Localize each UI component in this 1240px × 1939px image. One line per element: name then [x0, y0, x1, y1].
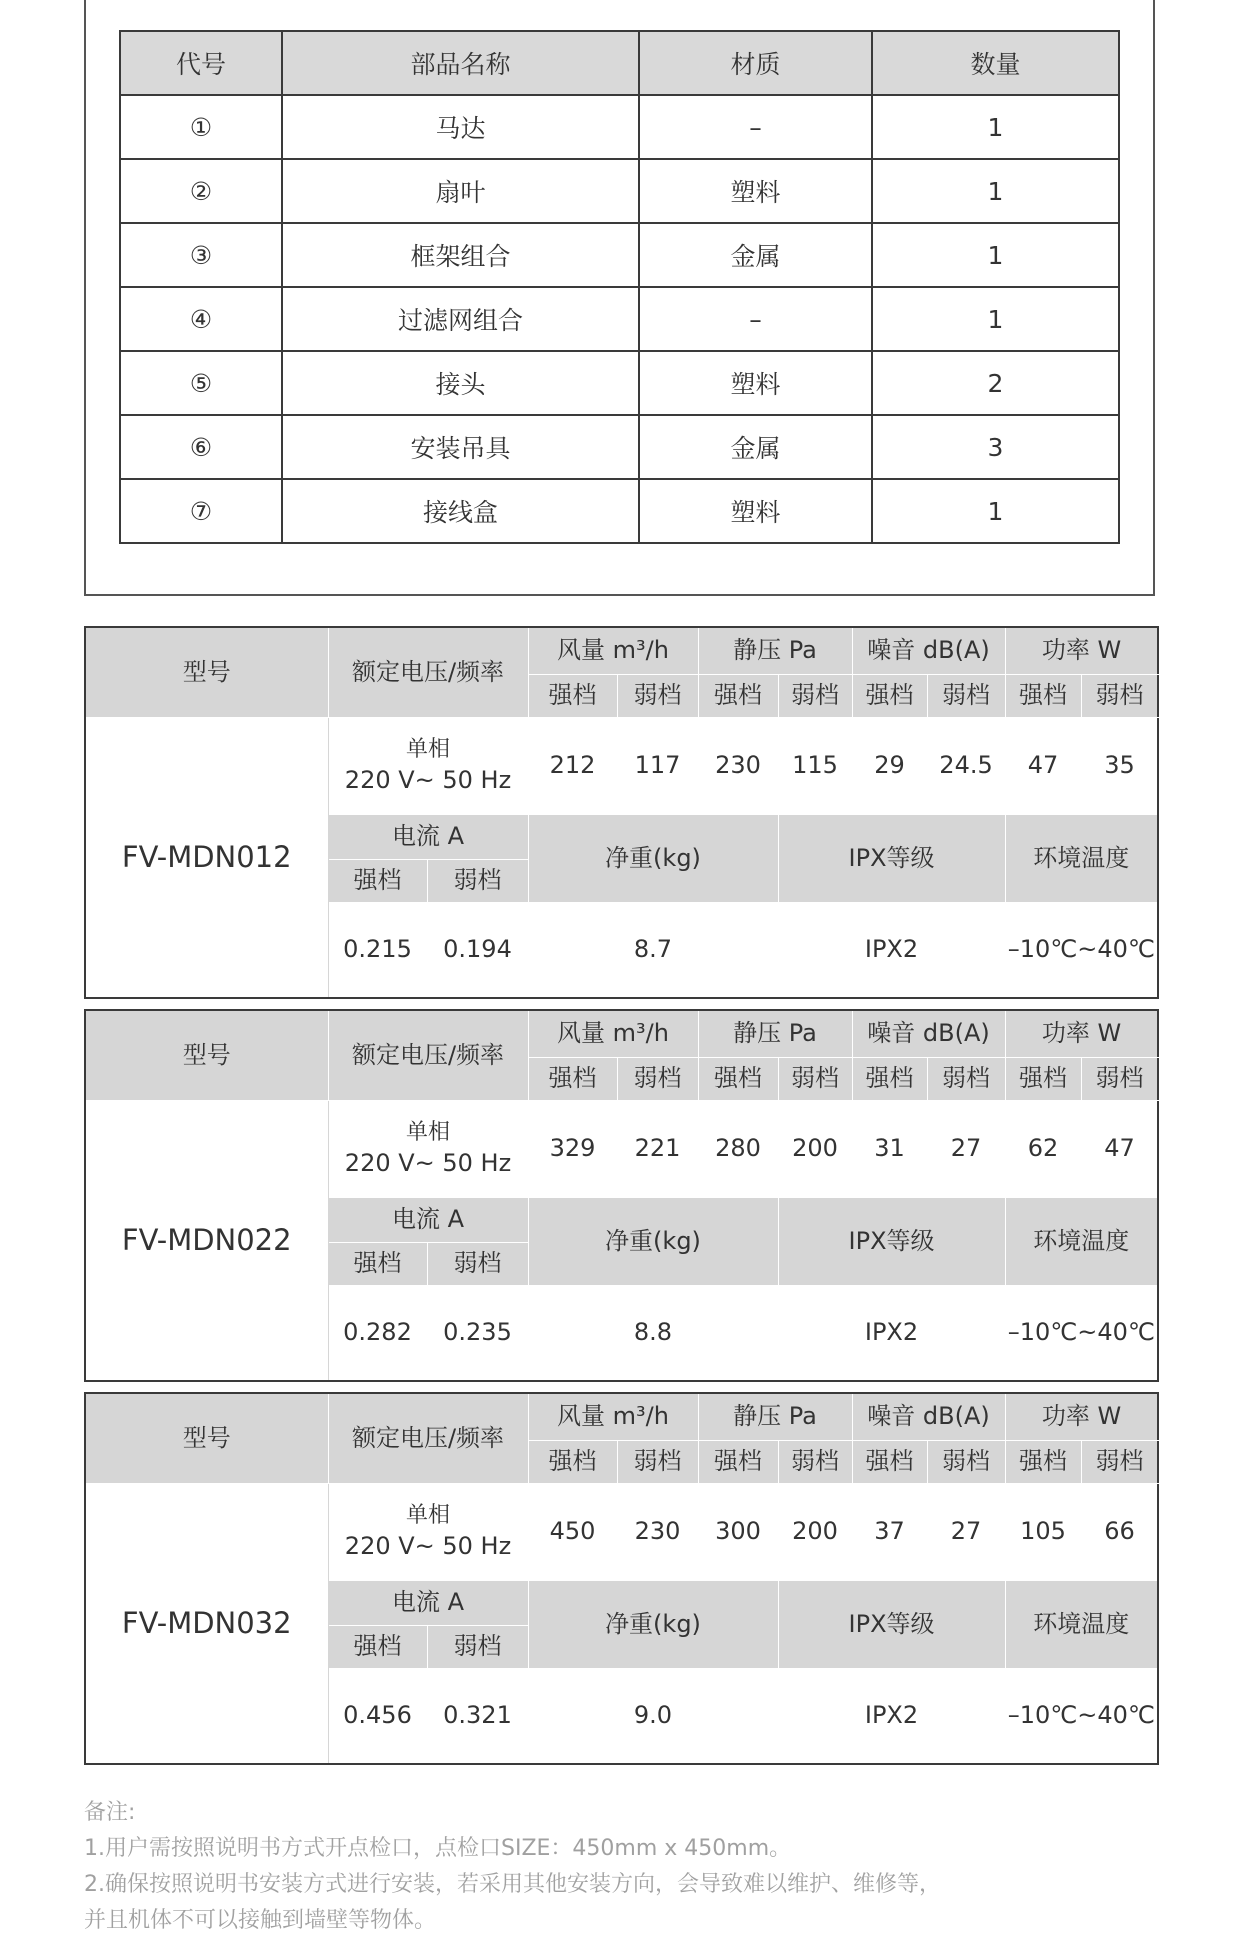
power-strong: 105 [1005, 1484, 1081, 1581]
label-strong: 强档 [328, 1243, 427, 1286]
label-weak: 弱档 [617, 675, 698, 718]
label-strong: 强档 [528, 675, 617, 718]
weight-value: 8.7 [528, 903, 778, 999]
part-name: 马达 [282, 95, 639, 159]
part-material: 金属 [639, 223, 872, 287]
part-name: 接头 [282, 351, 639, 415]
label-ipx: IPX等级 [778, 1581, 1005, 1669]
phase-label: 单相 [405, 737, 450, 763]
spec-table-fv-mdn012 [84, 626, 1159, 999]
part-material: – [639, 95, 872, 159]
part-code: ⑦ [120, 479, 282, 543]
voltage-cell [328, 1484, 528, 1581]
label-temp: 环境温度 [1005, 1198, 1158, 1286]
label-weak: 弱档 [778, 1058, 852, 1101]
table-row [120, 351, 1119, 415]
airflow-weak: 117 [617, 718, 698, 815]
label-weak: 弱档 [927, 1058, 1005, 1101]
part-material: 塑料 [639, 351, 872, 415]
pressure-weak: 200 [778, 1101, 852, 1198]
label-temp: 环境温度 [1005, 1581, 1158, 1669]
label-current: 电流 A [328, 815, 528, 860]
pressure-strong: 230 [698, 718, 778, 815]
ipx-value: IPX2 [778, 903, 1005, 999]
pressure-strong: 300 [698, 1484, 778, 1581]
label-temp: 环境温度 [1005, 815, 1158, 903]
temp-value: –10℃~40℃ [1005, 903, 1158, 999]
part-material: 塑料 [639, 479, 872, 543]
part-code: ① [120, 95, 282, 159]
pressure-weak: 115 [778, 718, 852, 815]
label-strong: 强档 [852, 675, 927, 718]
header-code: 代号 [120, 31, 282, 95]
label-strong: 强档 [1005, 1058, 1081, 1101]
header-material: 材质 [639, 31, 872, 95]
label-ipx: IPX等级 [778, 1198, 1005, 1286]
part-material: 金属 [639, 415, 872, 479]
pressure-weak: 200 [778, 1484, 852, 1581]
weight-value: 8.8 [528, 1286, 778, 1382]
spec-table-fv-mdn032 [84, 1392, 1159, 1765]
airflow-strong: 212 [528, 718, 617, 815]
table-row [120, 159, 1119, 223]
ipx-value: IPX2 [778, 1669, 1005, 1765]
table-row [120, 287, 1119, 351]
power-weak: 47 [1081, 1101, 1158, 1198]
label-weak: 弱档 [427, 860, 528, 903]
notes-title: 备注: [84, 1800, 136, 1825]
noise-strong: 37 [852, 1484, 927, 1581]
label-strong: 强档 [852, 1058, 927, 1101]
part-name: 过滤网组合 [282, 287, 639, 351]
label-strong: 强档 [1005, 675, 1081, 718]
label-power: 功率 W [1005, 1010, 1158, 1058]
label-current: 电流 A [328, 1198, 528, 1243]
notes [84, 1795, 1184, 1939]
power-strong: 47 [1005, 718, 1081, 815]
weight-value: 9.0 [528, 1669, 778, 1765]
power-weak: 35 [1081, 718, 1158, 815]
current-weak: 0.235 [427, 1286, 528, 1382]
part-qty: 1 [872, 287, 1119, 351]
voltage-value: 220 V~ 50 Hz [344, 765, 512, 794]
power-strong: 62 [1005, 1101, 1081, 1198]
table-row [120, 479, 1119, 543]
part-name: 扇叶 [282, 159, 639, 223]
voltage-cell [328, 1101, 528, 1198]
temp-value: –10℃~40℃ [1005, 1669, 1158, 1765]
model-name: FV-MDN032 [85, 1484, 328, 1765]
airflow-strong: 329 [528, 1101, 617, 1198]
label-weak: 弱档 [617, 1441, 698, 1484]
pressure-strong: 280 [698, 1101, 778, 1198]
noise-strong: 29 [852, 718, 927, 815]
table-row [120, 223, 1119, 287]
part-qty: 1 [872, 159, 1119, 223]
label-strong: 强档 [528, 1058, 617, 1101]
part-code: ⑥ [120, 415, 282, 479]
header-qty: 数量 [872, 31, 1119, 95]
airflow-weak: 230 [617, 1484, 698, 1581]
label-strong: 强档 [528, 1441, 617, 1484]
label-airflow: 风量 m³/h [528, 1393, 698, 1441]
table-row [120, 95, 1119, 159]
label-strong: 强档 [328, 860, 427, 903]
label-noise: 噪音 dB(A) [852, 627, 1005, 675]
part-qty: 3 [872, 415, 1119, 479]
phase-label: 单相 [405, 1120, 450, 1146]
voltage-cell [328, 718, 528, 815]
voltage-value: 220 V~ 50 Hz [344, 1531, 512, 1560]
label-noise: 噪音 dB(A) [852, 1010, 1005, 1058]
label-strong: 强档 [1005, 1441, 1081, 1484]
label-weak: 弱档 [927, 1441, 1005, 1484]
parts-header-row [120, 31, 1119, 95]
header-name: 部品名称 [282, 31, 639, 95]
part-code: ③ [120, 223, 282, 287]
current-strong: 0.215 [328, 903, 427, 999]
part-qty: 1 [872, 223, 1119, 287]
airflow-strong: 450 [528, 1484, 617, 1581]
label-weight: 净重(kg) [528, 1198, 778, 1286]
label-power: 功率 W [1005, 1393, 1158, 1441]
phase-label: 单相 [405, 1503, 450, 1529]
label-weak: 弱档 [1081, 1441, 1158, 1484]
power-weak: 66 [1081, 1484, 1158, 1581]
noise-strong: 31 [852, 1101, 927, 1198]
label-power: 功率 W [1005, 627, 1158, 675]
label-airflow: 风量 m³/h [528, 627, 698, 675]
airflow-weak: 221 [617, 1101, 698, 1198]
part-name: 框架组合 [282, 223, 639, 287]
noise-weak: 27 [927, 1101, 1005, 1198]
label-current: 电流 A [328, 1581, 528, 1626]
current-strong: 0.282 [328, 1286, 427, 1382]
label-pressure: 静压 Pa [698, 1393, 852, 1441]
label-weak: 弱档 [427, 1626, 528, 1669]
notes-line-3: 并且机体不可以接触到墙壁等物体。 [84, 1908, 437, 1933]
parts-table [119, 30, 1120, 544]
label-weak: 弱档 [617, 1058, 698, 1101]
notes-line-1: 1.用户需按照说明书方式开点检口，点检口SIZE：450mm x 450mm。 [84, 1836, 792, 1861]
part-qty: 1 [872, 95, 1119, 159]
current-weak: 0.321 [427, 1669, 528, 1765]
part-material: 塑料 [639, 159, 872, 223]
label-weight: 净重(kg) [528, 1581, 778, 1669]
label-strong: 强档 [698, 675, 778, 718]
label-voltage: 额定电压/频率 [328, 1393, 528, 1484]
label-weak: 弱档 [778, 675, 852, 718]
label-model: 型号 [85, 1393, 328, 1484]
voltage-value: 220 V~ 50 Hz [344, 1148, 512, 1177]
notes-line-2: 2.确保按照说明书安装方式进行安装，若采用其他安装方向，会导致难以维护、维修等， [84, 1872, 941, 1897]
model-name: FV-MDN022 [85, 1101, 328, 1382]
label-strong: 强档 [328, 1626, 427, 1669]
label-pressure: 静压 Pa [698, 627, 852, 675]
label-voltage: 额定电压/频率 [328, 627, 528, 718]
label-weak: 弱档 [927, 675, 1005, 718]
label-model: 型号 [85, 1010, 328, 1101]
temp-value: –10℃~40℃ [1005, 1286, 1158, 1382]
noise-weak: 24.5 [927, 718, 1005, 815]
part-name: 接线盒 [282, 479, 639, 543]
label-noise: 噪音 dB(A) [852, 1393, 1005, 1441]
noise-weak: 27 [927, 1484, 1005, 1581]
current-strong: 0.456 [328, 1669, 427, 1765]
label-weak: 弱档 [427, 1243, 528, 1286]
label-weak: 弱档 [778, 1441, 852, 1484]
label-weight: 净重(kg) [528, 815, 778, 903]
part-code: ⑤ [120, 351, 282, 415]
label-pressure: 静压 Pa [698, 1010, 852, 1058]
part-code: ② [120, 159, 282, 223]
label-weak: 弱档 [1081, 1058, 1158, 1101]
label-ipx: IPX等级 [778, 815, 1005, 903]
ipx-value: IPX2 [778, 1286, 1005, 1382]
label-strong: 强档 [698, 1441, 778, 1484]
model-name: FV-MDN012 [85, 718, 328, 999]
current-weak: 0.194 [427, 903, 528, 999]
label-voltage: 额定电压/频率 [328, 1010, 528, 1101]
label-weak: 弱档 [1081, 675, 1158, 718]
label-strong: 强档 [698, 1058, 778, 1101]
part-qty: 1 [872, 479, 1119, 543]
spec-table-fv-mdn022 [84, 1009, 1159, 1382]
part-material: – [639, 287, 872, 351]
part-qty: 2 [872, 351, 1119, 415]
part-code: ④ [120, 287, 282, 351]
part-name: 安装吊具 [282, 415, 639, 479]
label-model: 型号 [85, 627, 328, 718]
table-row [120, 415, 1119, 479]
label-strong: 强档 [852, 1441, 927, 1484]
label-airflow: 风量 m³/h [528, 1010, 698, 1058]
